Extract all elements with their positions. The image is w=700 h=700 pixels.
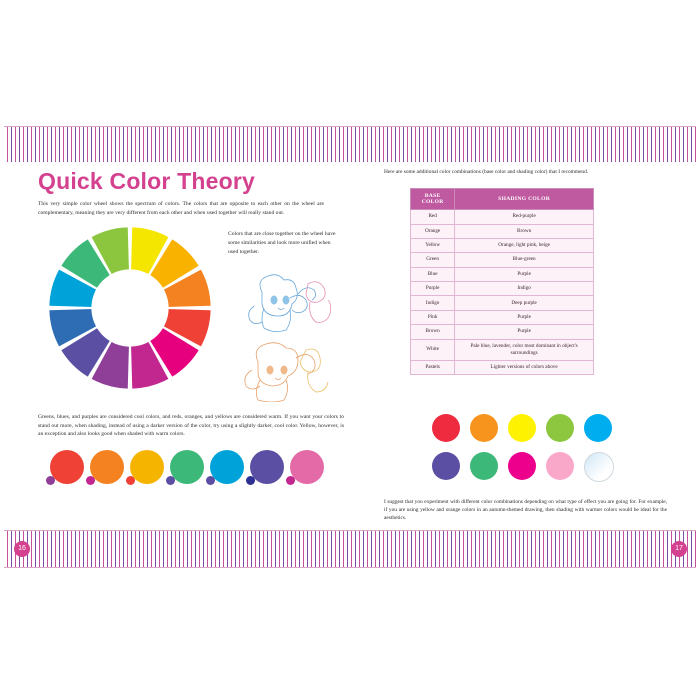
table-cell: Red-purple: [455, 210, 594, 224]
palette-dot: [508, 414, 536, 442]
decorative-stripe-band-bottom: [4, 530, 696, 568]
table-cell: Brown: [455, 224, 594, 238]
shading-dot: [166, 476, 175, 485]
left-page: [38, 168, 348, 518]
shading-dot: [246, 476, 255, 485]
table-cell: Green: [411, 253, 455, 267]
table-row: [411, 282, 594, 296]
palette-dot: [584, 452, 614, 482]
table-row: [411, 325, 594, 339]
table-cell: Indigo: [411, 296, 455, 310]
table-header-base-color: BASE COLOR: [411, 189, 455, 210]
color-dot-grid: [432, 414, 622, 484]
table-cell: Deep purple: [455, 296, 594, 310]
shading-dot: [126, 476, 135, 485]
color-swatch: [170, 450, 204, 484]
table-row: [411, 210, 594, 224]
table-cell: Blue: [411, 267, 455, 281]
closing-paragraph: I suggest that you experiment with different color combinations depending on what type of effect you are going for. For example, if you are using yellow and orange colors in an autumn-themed drawing, then shading with warmer colors would be ideal for the aesthetics.: [384, 499, 667, 522]
palette-dot: [470, 414, 498, 442]
table-cell: Purple: [455, 310, 594, 324]
cool-warm-paragraph: Greens, blues, and purples are considered cool colors, and reds, oranges, and yellows are considered warm. If you want your colors to stand out more, when shading, instead of using a darker version of the color, try using a slightly darker, cool color. Yellow, however, is an exception and also looks good when shaded with warm colors.: [38, 414, 344, 438]
table-header-row: [411, 189, 594, 210]
chibi-illustration-blue: [234, 272, 338, 338]
palette-dot: [546, 452, 574, 480]
table-row: [411, 361, 594, 375]
table-header-shading-color: SHADING COLOR: [455, 189, 594, 210]
palette-dot: [508, 452, 536, 480]
table-cell: Indigo: [455, 282, 594, 296]
table-row: [411, 238, 594, 252]
color-swatch: [50, 450, 84, 484]
table-cell: Lighter versions of colors above: [455, 361, 594, 375]
table-cell: Yellow: [411, 238, 455, 252]
color-swatch: [130, 450, 164, 484]
side-note: Colors that are close together on the wheel have some similarities and look more unified when used together.: [228, 231, 336, 255]
shading-dot: [46, 476, 55, 485]
palette-dot: [546, 414, 574, 442]
shading-dot: [206, 476, 215, 485]
table-cell: Purple: [411, 282, 455, 296]
color-swatch: [90, 450, 124, 484]
table-cell: Brown: [411, 325, 455, 339]
color-swatch: [250, 450, 284, 484]
palette-dot: [470, 452, 498, 480]
decorative-stripe-band-top: [4, 126, 696, 164]
table-cell: Blue-green: [455, 253, 594, 267]
intro-paragraph: This very simple color wheel shows the spectrum of colors. The colors that are opposite to each other on the wheel are complementary, meaning they are very different from each other and when used together will really stand out.: [38, 201, 324, 216]
table-cell: Pink: [411, 310, 455, 324]
right-page: [384, 168, 669, 522]
shading-swatch-row: [50, 450, 340, 494]
shading-dot: [86, 476, 95, 485]
color-combination-table: [410, 188, 594, 375]
page-number-left: 16: [14, 541, 30, 557]
table-row: [411, 253, 594, 267]
table-cell: Orange, light pink, beige: [455, 238, 594, 252]
color-wheel: [46, 224, 214, 392]
table-cell: Red: [411, 210, 455, 224]
table-cell: Pale blue, lavender, color most dominant in object's surroundings: [455, 339, 594, 360]
palette-dot: [584, 414, 612, 442]
palette-dot: [432, 414, 460, 442]
shading-dot: [286, 476, 295, 485]
table-row: [411, 310, 594, 324]
table-row: [411, 224, 594, 238]
palette-dot: [432, 452, 460, 480]
table-cell: Purple: [455, 325, 594, 339]
chibi-illustration-orange: [234, 340, 338, 402]
color-swatch: [290, 450, 324, 484]
spread-content: [4, 162, 696, 530]
page-number-right: 17: [671, 541, 687, 557]
page-title: Quick Color Theory: [38, 168, 256, 194]
table-row: [411, 267, 594, 281]
table-cell: White: [411, 339, 455, 360]
table-row: [411, 339, 594, 360]
right-intro-paragraph: Here are some additional color combinations (base color and shading color) that I recommend.: [384, 169, 589, 175]
table-cell: Orange: [411, 224, 455, 238]
table-cell: Pastels: [411, 361, 455, 375]
table-row: [411, 296, 594, 310]
color-wheel-svg: [46, 224, 214, 392]
color-swatch: [210, 450, 244, 484]
table-cell: Purple: [455, 267, 594, 281]
